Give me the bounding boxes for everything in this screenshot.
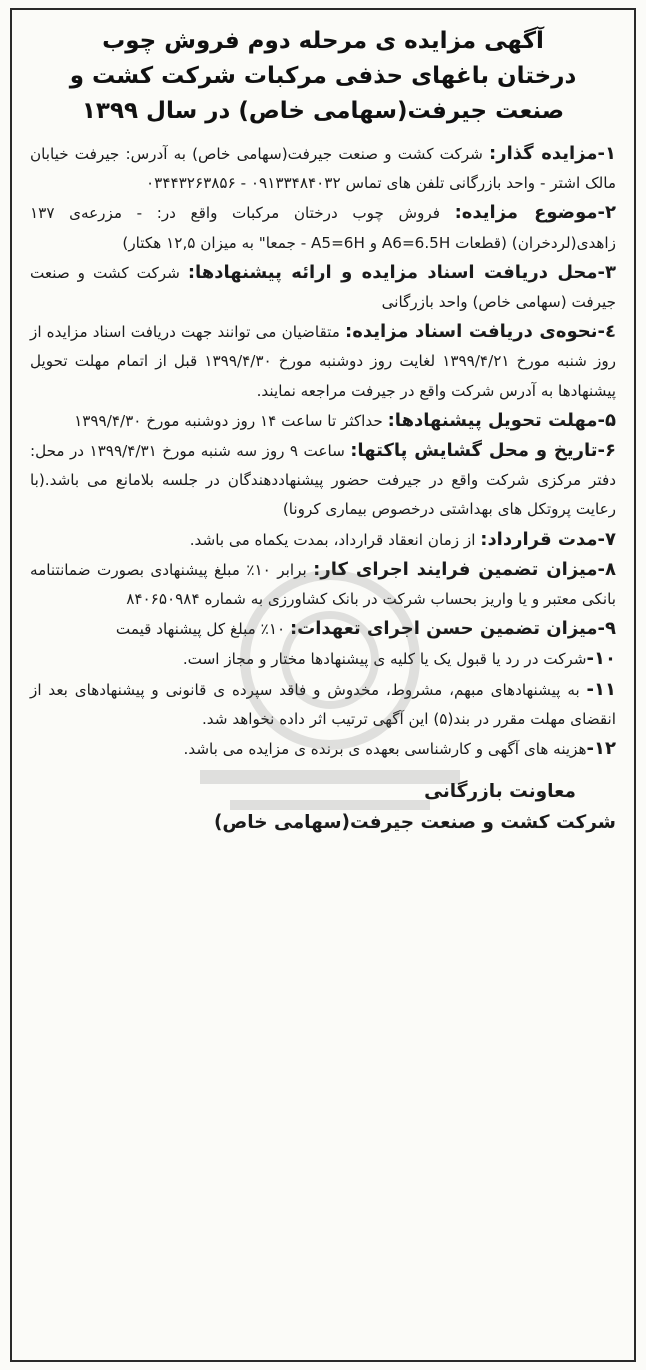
clause-text: شرکت کشت و صنعت جیرفت (سهامی خاص) واحد بازرگانی xyxy=(30,263,616,312)
title-line-1: آگهی مزایده ی مرحله دوم فروش چوب xyxy=(102,28,544,54)
title-line-3: صنعت جیرفت(سهامی خاص) در سال ۱۳۹۹ xyxy=(81,98,565,124)
notice-title xyxy=(30,24,616,129)
signature-company: شرکت کشت و صنعت جیرفت(سهامی خاص) xyxy=(213,812,616,834)
clause-number: ۸- xyxy=(597,558,616,580)
clause-8 xyxy=(30,555,616,614)
clause-6 xyxy=(30,436,616,525)
clause-12 xyxy=(30,734,616,764)
clause-text: هزینه های آگهی و کارشناسی بعهده ی برنده ی مزایده می باشد. xyxy=(183,740,587,759)
clause-heading: مدت قرارداد: xyxy=(480,528,598,550)
clause-number: ۱۰- xyxy=(586,648,616,670)
clause-1 xyxy=(30,139,616,198)
clause-text: فروش چوب درختان مرکبات واقع در: - مزرعه‌ی ۱۳۷ زاهدی(لردخران) (قطعات A6=6.5H و A5=6H - جمعا" به میزان ۱۲,۵ هکتار) xyxy=(30,204,616,252)
clause-number: ۳- xyxy=(597,261,616,283)
clause-number: ۶- xyxy=(597,440,617,462)
clause-heading: تاریخ و محل گشایش پاکتها: xyxy=(350,440,598,462)
clause-number: ٤- xyxy=(597,321,616,343)
signature-department: معاونت بازرگانی xyxy=(424,781,576,803)
clause-4 xyxy=(30,317,616,406)
clause-heading: میزان تضمین حسن اجرای تعهدات: xyxy=(289,618,598,640)
clause-11 xyxy=(30,675,616,734)
clause-text: متقاضیان می توانند جهت دریافت اسناد مزایده از روز شنبه مورخ ۱۳۹۹/۴/۲۱ لغایت روز دوشنبه مورخ ۱۳۹۹/۴/۳۰ قبل از اتمام مهلت تحویل پیشنهادها به آدرس شرکت واقع در جیرفت مراجعه نمایند. xyxy=(30,323,616,400)
clause-text: به پیشنهادهای مبهم، مشروط، مخدوش و فاقد سپرده ی قانونی و پیشنهادهای بعد از انقضای مهلت مقرر در بند(۵) این آگهی ترتیب اثر داده نخواهد شد. xyxy=(30,680,616,728)
clause-heading: مهلت تحویل پیشنهادها: xyxy=(387,409,598,431)
clause-heading: نحوه‌ی دریافت اسناد مزایده: xyxy=(345,321,598,343)
clause-number: ۱- xyxy=(597,143,616,164)
clause-text: برابر ۱۰٪ مبلغ پیشنهادی بصورت ضمانتنامه بانکی معتبر و یا واریز بحساب شرکت در بانک کشاورزی به شماره ۸۴۰۶۵۰۹۸۴ xyxy=(30,560,616,609)
clause-heading: میزان تضمین فرایند اجرای کار: xyxy=(313,558,598,580)
clause-text: حداکثر تا ساعت ۱۴ روز دوشنبه مورخ ۱۳۹۹/۴/۳۰ xyxy=(74,411,388,430)
clause-number: ۱۱- xyxy=(586,678,616,700)
clause-2 xyxy=(30,198,616,257)
clause-10 xyxy=(30,644,616,674)
clause-5 xyxy=(30,406,616,436)
clause-3 xyxy=(30,258,616,317)
clause-number: ۱۲- xyxy=(586,738,616,760)
clause-number: ۵- xyxy=(597,409,616,431)
clause-text: از زمان انعقاد قرارداد، بمدت یکماه می باشد. xyxy=(189,530,481,549)
clause-number: ۹- xyxy=(597,618,616,640)
signature-block xyxy=(30,776,616,838)
clause-text: ۱۰٪ مبلغ کل پیشنهاد قیمت xyxy=(115,620,290,639)
clause-9 xyxy=(30,614,616,644)
clause-text: شرکت کشت و صنعت جیرفت(سهامی خاص) به آدرس: جیرفت خیابان مالک اشتر - واحد بازرگانی تلفن های تماس ۰۹۱۳۳۴۸۴۰۳۲ - ۰۳۴۴۳۲۶۳۸۵۶ xyxy=(30,145,616,193)
clause-heading: محل دریافت اسناد مزایده و ارائه پیشنهادها: xyxy=(187,261,598,283)
clause-text: ساعت ۹ روز سه شنبه مورخ ۱۳۹۹/۴/۳۱ در محل: دفتر مرکزی شرکت واقع در جیرفت حضور پیشنهاددهندگان در جلسه بلامانع می باشد.(با رعایت پروتکل های بهداشتی درخصوص بیماری کرونا) xyxy=(30,442,616,519)
clause-number: ۲- xyxy=(597,202,616,224)
clause-heading: مزایده گذار: xyxy=(489,143,598,164)
title-line-2: درختان باغهای حذفی مرکبات شرکت کشت و xyxy=(69,63,577,89)
clause-number: ۷- xyxy=(597,528,616,550)
clause-7 xyxy=(30,525,616,555)
notice-body xyxy=(30,139,616,764)
clause-text: شرکت در رد یا قبول یک یا کلیه ی پیشنهادها مختار و مجاز است. xyxy=(182,650,587,669)
notice-frame xyxy=(10,8,636,1362)
clause-heading: موضوع مزایده: xyxy=(454,202,598,224)
